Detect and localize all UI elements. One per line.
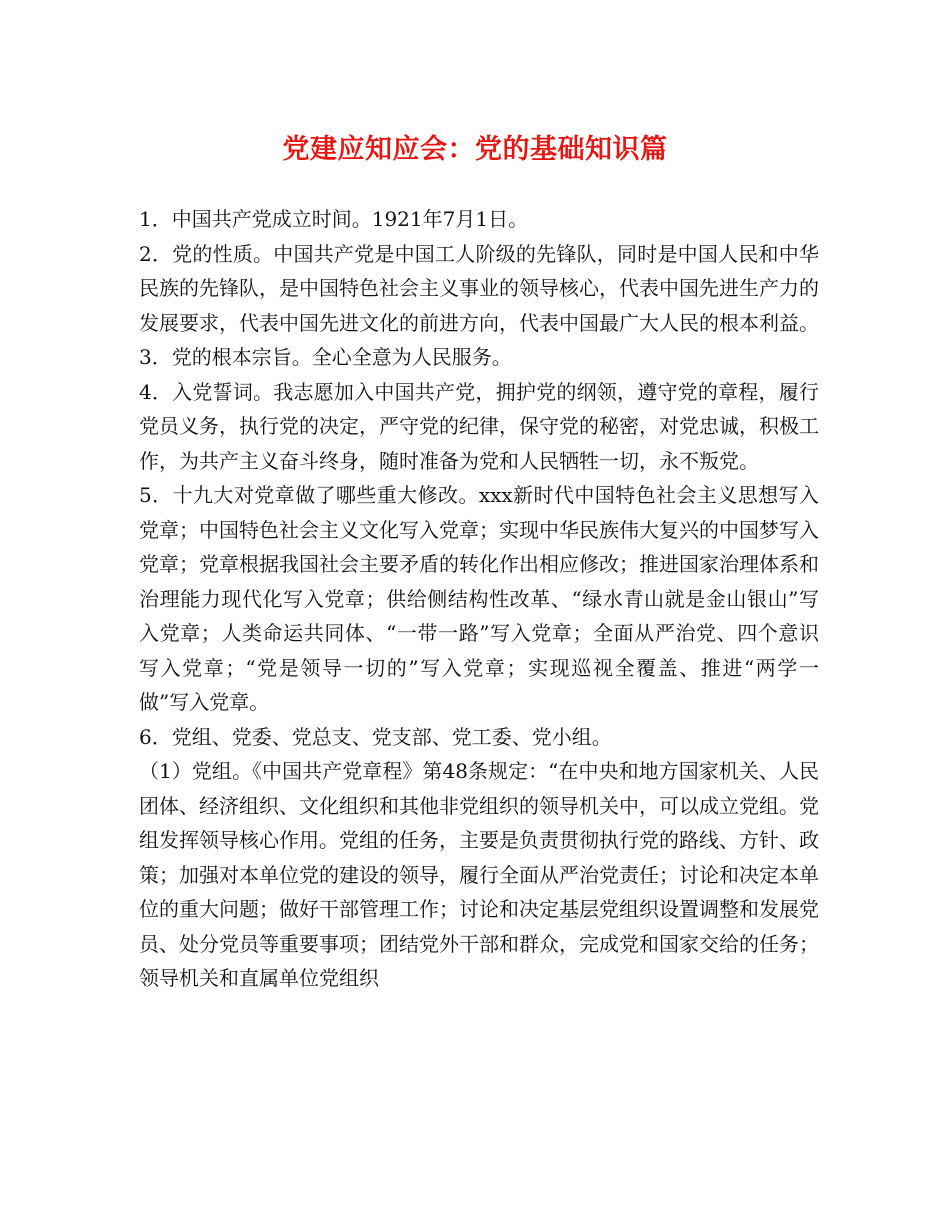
paragraph-constitution-amendments: 5．十九大对党章做了哪些重大修改。xxx新时代中国特色社会主义思想写入党章；中国特色社会主义文化写入党章；实现中华民族伟大复兴的中国梦写入党章；党章根据我国社会主要矛盾的转化作出相应修改；推进国家治理体系和治理能力现代化写入党章；供给侧结构性改革、“绿水青山就是金山银山”写入党章；人类命运共同体、“一带一路”写入党章；全面从严治党、四个意识写入党章；“党是领导一切的”写入党章；实现巡视全覆盖、推进“两学一做”写入党章。 [139,483,819,714]
paragraph-admission-oath: 4．入党誓词。我志愿加入中国共产党，拥护党的纲领，遵守党的章程，履行党员义务，执行党的决定，严守党的纪律，保守党的秘密，对党忠诚，积极工作，为共产主义奋斗终身，随时准备为党和人民牺牲一切，永不叛党。 [139,379,819,473]
document-body [139,202,819,996]
paragraph-founding-date: 1．中国共产党成立时间。1921年7月1日。 [139,207,529,231]
paragraph-party-organizations: 6．党组、党委、党总支、党支部、党工委、党小组。 [139,724,612,749]
page-title: 党建应知应会：党的基础知识篇 [282,134,668,165]
paragraph-fundamental-purpose: 3．党的根本宗旨。全心全意为人民服务。 [139,345,512,369]
paragraph-party-nature: 2．党的性质。中国共产党是中国工人阶级的先锋队，同时是中国人民和中华民族的先锋队，是中国特色社会主义事业的领导核心，代表中国先进生产力的发展要求，代表中国先进文化的前进方向，代表中国最广大人民的根本利益。 [139,241,819,335]
paragraph-party-group: （1）党组。《中国共产党章程》第48条规定：“在中央和地方国家机关、人民团体、经济组织、文化组织和其他非党组织的领导机关中，可以成立党组。党组发挥领导核心作用。党组的任务，主要是负责贯彻执行党的路线、方针、政策；加强对本单位党的建设的领导，履行全面从严治党责任；讨论和决定本单位的重大问题；做好干部管理工作；讨论和决定基层党组织设置调整和发展党员、处分党员等重要事项；团结党外干部和群众，完成党和国家交给的任务；领导机关和直属单位党组织 [139,759,819,990]
